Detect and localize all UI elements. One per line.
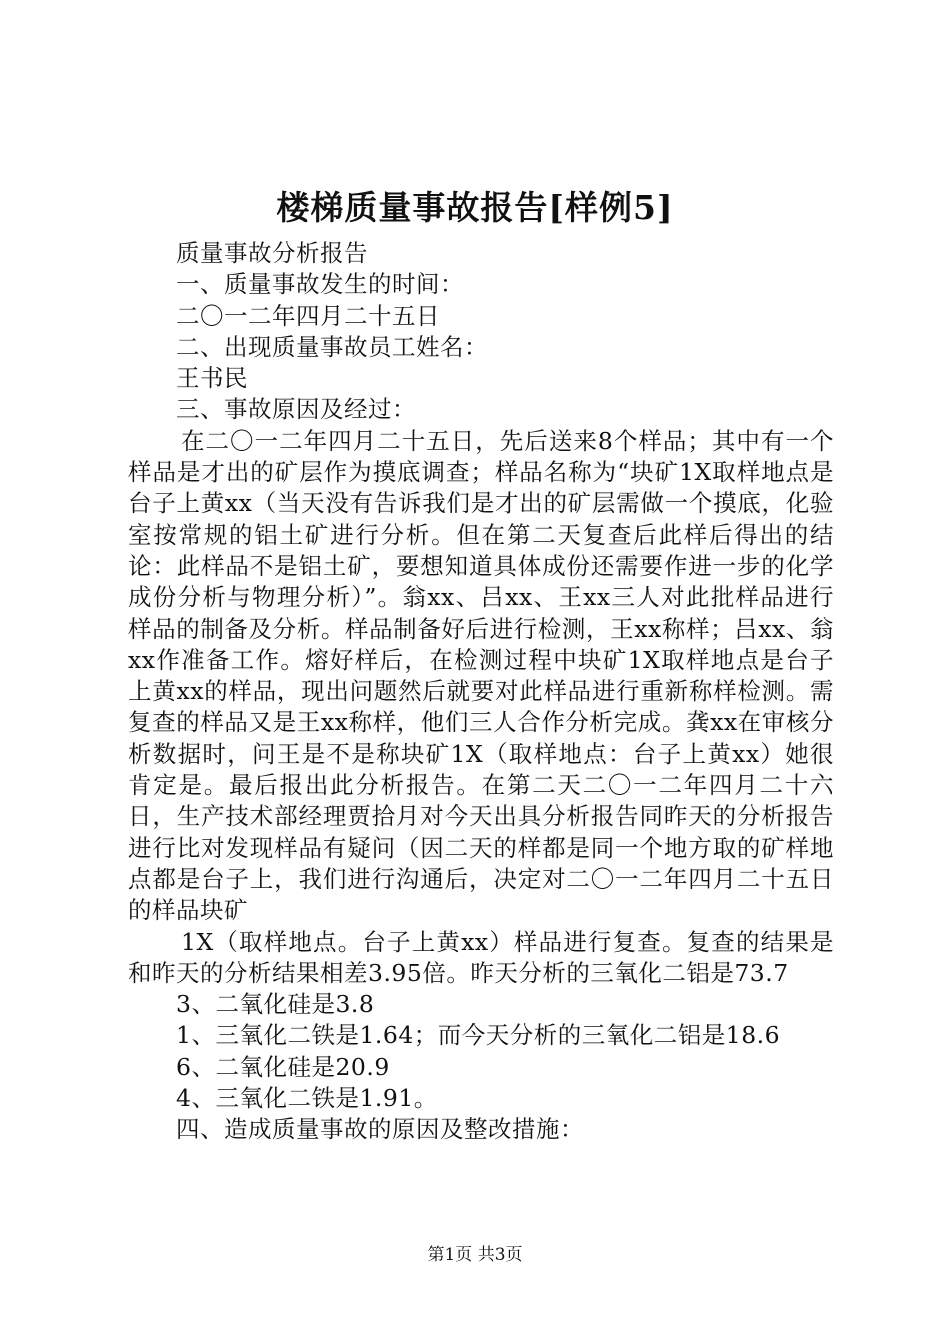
recheck-paragraph: 1X（取样地点。台子上黄xx）样品进行复查。复查的结果是和昨天的分析结果相差3.95倍。昨天分析的三氧化二铝是73.7 [128,927,834,987]
employee-name: 王书民 [176,364,248,393]
result-line: 4、三氧化二铁是1.91。 [176,1084,438,1113]
report-heading: 质量事故分析报告 [176,239,368,267]
document-body [128,238,834,1146]
page-number-footer: 第1页 共3页 [427,1245,523,1265]
document-title: 楼梯质量事故报告[样例5] [276,188,674,227]
result-line: 6、二氧化硅是20.9 [176,1052,390,1081]
section-employee-heading: 二、出现质量事故员工姓名： [176,332,488,361]
result-line: 3、二氧化硅是3.8 [176,990,375,1019]
result-line: 1、三氧化二铁是1.64；而今天分析的三氧化二铝是18.6 [176,1021,781,1050]
incident-date: 二〇一二年四月二十五日 [176,301,440,330]
section-cause-heading: 三、事故原因及经过： [176,395,416,424]
section-time-heading: 一、质量事故发生的时间： [176,270,464,299]
section-measures-heading: 四、造成质量事故的原因及整改措施： [176,1115,584,1144]
cause-paragraph: 在二〇一二年四月二十五日，先后送来8个样品；其中有一个样品是才出的矿层作为摸底调查；样品名称为“块矿1X取样地点是台子上黄xx（当天没有告诉我们是才出的矿层需做一个摸底，化验室按常规的铝土矿进行分析。但在第二天复查后此样后得出的结论：此样品不是铝土矿，要想知道具体成份还需要作进一步的化学成份分析与物理分析）”。翁xx、吕xx、王xx三人对此批样品进行样品的制备及分析。样品制备好后进行检测，王xx称样；吕xx、翁xx作准备工作。熔好样后，在检测过程中块矿1X取样地点是台子上黄xx的样品，现出问题然后就要对此样品进行重新称样检测。需复查的样品又是王xx称样，他们三人合作分析完成。龚xx在审核分析数据时，问王是不是称块矿1X（取样地点：台子上黄xx）她很肯定是。最后报出此分析报告。在第二天二〇一二年四月二十六日，生产技术部经理贾拾月对今天出具分析报告同昨天的分析报告进行比对发现样品有疑问（因二天的样都是同一个地方取的矿样地点都是台子上，我们进行沟通后，决定对二〇一二年四月二十五日的样品块矿 [128,426,834,925]
